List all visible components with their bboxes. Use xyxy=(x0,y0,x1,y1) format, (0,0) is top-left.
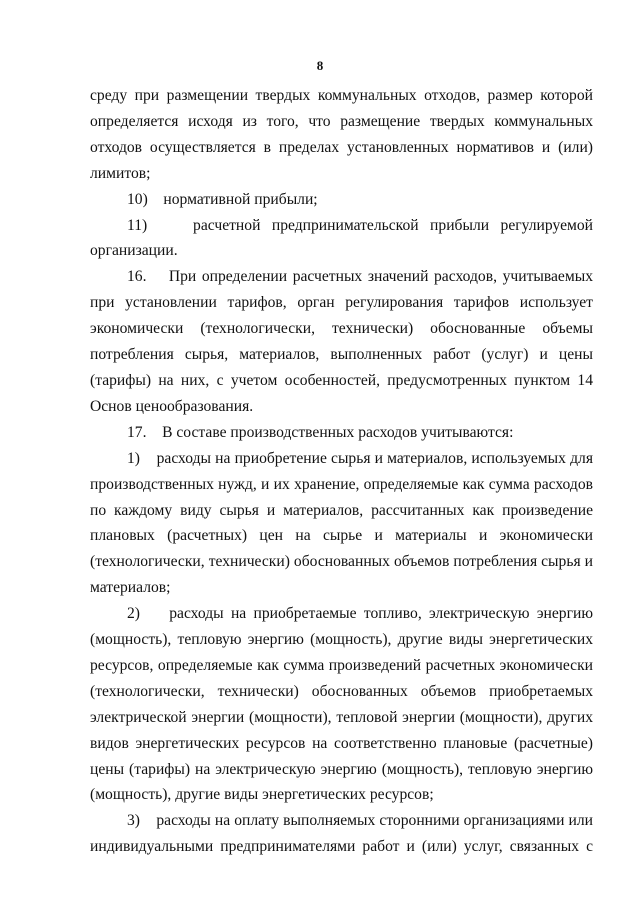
paragraph-item-3: 3) расходы на оплату выполняемых сторонними организациями или индивидуальными предпринимателями работ и (или) услуг, связанных с xyxy=(90,812,593,856)
paragraph-item-1: 1) расходы на приобретение сырья и материалов, используемых для производственных нужд, и их хранение, определяемые как сумма расходов по каждому виду сырья и материалов, рассчитанных как произведение плановых (расчетных) цен на сырье и материалы и экономически (технологически, технически) обоснованных объемов потребления сырья и материалов; xyxy=(90,449,593,597)
document-body xyxy=(90,83,593,860)
paragraph-item-2: 2) расходы на приобретаемые топливо, электрическую энергию (мощность), тепловую энергию (мощность), другие виды энергетических ресурсов, определяемые как сумма произведений расчетных экономически (технологически, технически) обоснованных объемов приобретаемых электрической энергии (мощности), тепловой энергии (мощности), других видов энергетических ресурсов на соответственно плановые (расчетные) цены (тарифы) на электрическую энергию (мощность), тепловую энергию (мощность), другие виды энергетических ресурсов; xyxy=(90,605,593,804)
paragraph-clause-16: 16. При определении расчетных значений расходов, учитываемых при установлении тарифов, орган регулирования тарифов использует экономически (технологически, технически) обоснованные объемы потребления сырья, материалов, выполненных работ (услуг) и цены (тарифы) на них, с учетом особенностей, предусмотренных пунктом 14 Основ ценообразования. xyxy=(90,268,593,415)
paragraph-item-10: 10) нормативной прибыли; xyxy=(127,190,318,208)
paragraph-item-11: 11) расчетной предпринимательской прибыли регулируемой организации. xyxy=(90,216,593,260)
paragraph-continuation: среду при размещении твердых коммунальных отходов, размер которой определяется исходя из того, что размещение твердых коммунальных отходов осуществляется в пределах установленных нормативов и (или) лимитов; xyxy=(90,87,593,182)
page-number: 8 xyxy=(316,58,324,73)
paragraph-clause-17: 17. В составе производственных расходов учитываются: xyxy=(127,423,514,441)
